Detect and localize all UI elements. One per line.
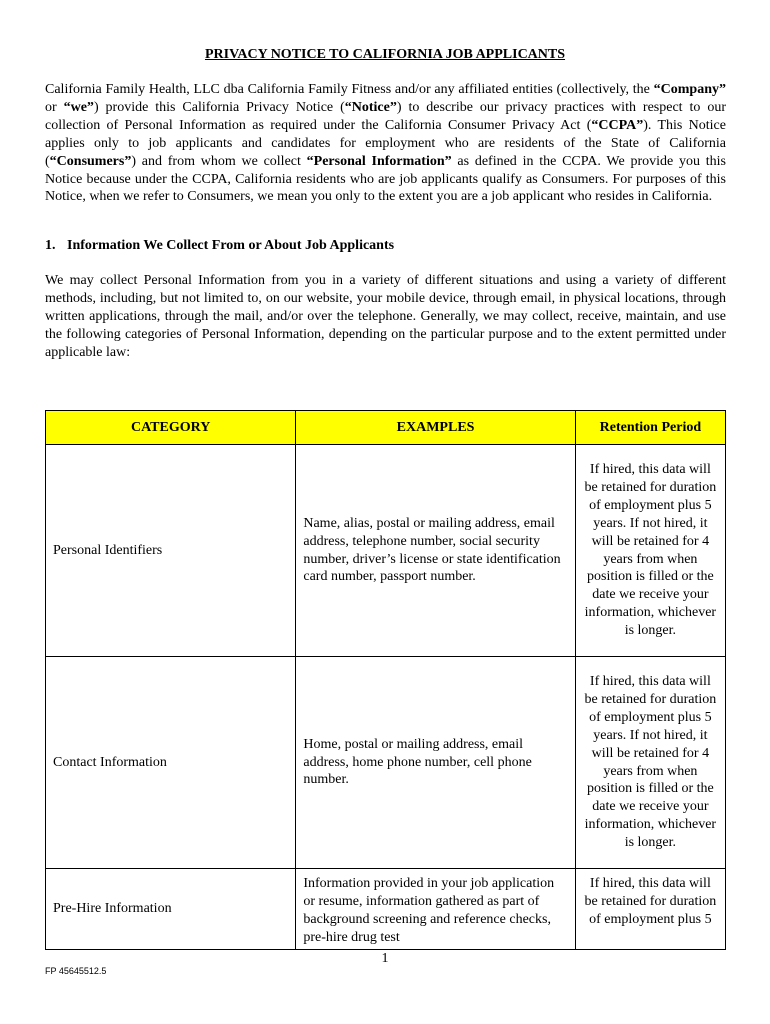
page-title: PRIVACY NOTICE TO CALIFORNIA JOB APPLICANTS [204, 47, 566, 62]
category-cell: Contact Information [46, 657, 296, 869]
retention-cell: If hired, this data will be retained for duration of employment plus 5 [575, 869, 725, 950]
examples-cell: Name, alias, postal or mailing address, email address, telephone number, social security number, driver’s license or state identification card number, passport number. [296, 445, 575, 657]
table-row [46, 869, 726, 950]
retention-cell: If hired, this data will be retained for duration of employment plus 5 years. If not hired, it will be retained for 4 years from when position is filled or the date we receive your information, whichever is longer. [575, 445, 725, 657]
section-heading-text: Information We Collect From or About Job Applicants [67, 238, 395, 253]
header-retention: Retention Period [575, 411, 725, 445]
examples-cell: Information provided in your job application or resume, information gathered as part of background screening and reference checks, pre-hire drug test [296, 869, 575, 950]
section-heading [45, 238, 394, 254]
intro-paragraph: California Family Health, LLC dba California Family Fitness and/or any affiliated entities (collectively, the “Company” or “we”) provide this California Privacy Notice (“Notice”) to describe our privacy practices with respect to our collection of Personal Information as required under the California Consumer Privacy Act (“CCPA”). This Notice applies only to job applicants and candidates for employment who are residents of the State of California (“Consumers”) and from whom we collect “Personal Information” as defined in the CCPA. We provide you this Notice because under the CCPA, California residents who are job applicants qualify as Consumers. For purposes of this Notice, when we refer to Consumers, we mean you only to the extent you are a job applicant who resides in California. [45, 82, 726, 205]
header-category: CATEGORY [46, 411, 296, 445]
retention-cell: If hired, this data will be retained for duration of employment plus 5 years. If not hired, it will be retained for 4 years from when position is filled or the date we receive your information, whichever is longer. [575, 657, 725, 869]
categories-table [45, 410, 726, 950]
category-cell: Personal Identifiers [46, 445, 296, 657]
examples-cell: Home, postal or mailing address, email address, home phone number, cell phone number. [296, 657, 575, 869]
table-row [46, 445, 726, 657]
table-header-row [46, 411, 726, 445]
page-number: 1 [381, 951, 389, 966]
category-cell: Pre-Hire Information [46, 869, 296, 950]
header-examples: EXAMPLES [296, 411, 575, 445]
section-number: 1. [45, 238, 56, 253]
section-body: We may collect Personal Information from you in a variety of different situations and using a variety of different methods, including, but not limited to, on our website, your mobile device, through email, in physical locations, through written applications, through the mail, and/or over the telephone. Generally, we may collect, receive, maintain, and use the following categories of Personal Information, depending on the particular purpose and to the extent permitted under applicable law: [45, 273, 726, 360]
document-code: FP 45645512.5 [45, 966, 107, 976]
table-row [46, 657, 726, 869]
